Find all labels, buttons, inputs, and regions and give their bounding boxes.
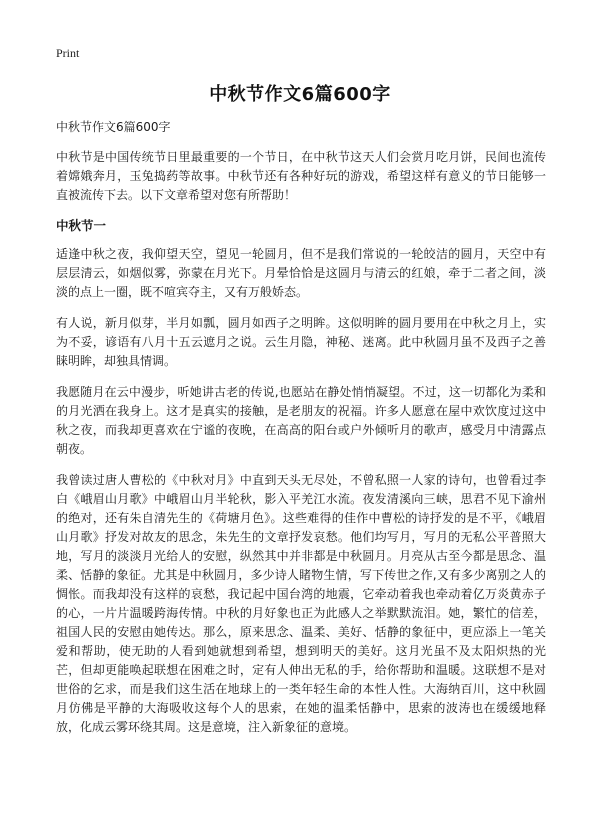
section-heading: 中秋节一 (56, 218, 107, 233)
page-title: 中秋节作文6篇600字 (209, 84, 391, 105)
article-body (56, 118, 546, 749)
paragraph: 有人说，新月似芽，半月如瓢，圆月如西子之明眸。这似明眸的圆月要用在中秋之月上，实为不妥，谚语有八月十五云遮月之说。云生月隐，神秘、迷离。此中秋圆月虽不及西子之善睐明眸，却独具情调。 (56, 316, 546, 368)
print-link[interactable]: Print (56, 46, 80, 60)
paragraph: 我曾读过唐人曹松的《中秋对月》中直到天头无尽处，不曾私照一人家的诗句，也曾看过李白《峨眉山月歌》中峨眉山月半轮秋，影入平羌江水流。夜发清溪向三峡，思君不见下渝州的绝对，还有朱自清先生的《荷塘月色》。这些难得的佳作中曹松的诗抒发的是不平，《峨眉山月歌》抒发对故友的思念，朱先生的文章抒发哀愁。他们均写月，写月的无私公平普照大地，写月的淡淡月光给人的安慰，纵然其中并非都是中秋圆月。月亮从古至今都是思念、温柔、恬静的象征。尤其是中秋圆月，多少诗人睹物生情，写下传世之作,又有多少离别之人的惆怅。而我却没有这样的哀愁，我记起中国台湾的地震，它牵动着我也牵动着亿万炎黄赤子的心，一片片温暖跨海传情。中秋的月好象也正为此感人之举默默流泪。她，繁忙的信差，祖国人民的安慰由她传达。那么，原来思念、温柔、美好、恬静的象征中，更应添上一笔关爱和帮助，使无助的人看到她就想到希望，想到明天的美好。这月光虽不及太阳炽热的光芒，但却更能唤起联想在困难之时，定有人伸出无私的手，给你帮助和温暖。这联想不是对世俗的乞求，而是我们这生活在地球上的一类年轻生命的本性人性。大海纳百川，这中秋圆月仿佛是平静的大海吸收这每个人的思索，在她的温柔恬静中，思索的波涛也在缓缓地释放，化成云雾环绕其周。这是意境，注入新象征的意境。 (56, 473, 546, 734)
paragraph: 适逢中秋之夜，我仰望天空，望见一轮圆月，但不是我们常说的一轮皎洁的圆月，天空中有层层清云，如烟似雾，弥蒙在月光下。月晕恰恰是这圆月与清云的红娘，牵于二者之间，淡淡的点上一圈，既不喧宾夺主，又有万般娇态。 (56, 247, 546, 299)
paragraph: 我愿随月在云中漫步，听她讲古老的传说,也愿站在静处悄悄凝望。不过，这一切都化为柔和的月光洒在我身上。这才是真实的接触，是老朋友的祝福。许多人愿意在屋中欢饮度过这中秋之夜，而我却更喜欢在宁谧的夜晚，在高高的阳台或户外倾听月的歌声，感受月中清露点朝夜。 (56, 385, 546, 456)
article-subtitle: 中秋节作文6篇600字 (56, 120, 171, 134)
intro-paragraph: 中秋节是中国传统节日里最重要的一个节日，在中秋节这天人们会赏月吃月饼，民间也流传着嫦娥奔月，玉兔捣药等故事。中秋节还有各种好玩的游戏，希望这样有意义的节日能够一直被流传下去。以下文章希望对您有所帮助！ (56, 150, 546, 202)
